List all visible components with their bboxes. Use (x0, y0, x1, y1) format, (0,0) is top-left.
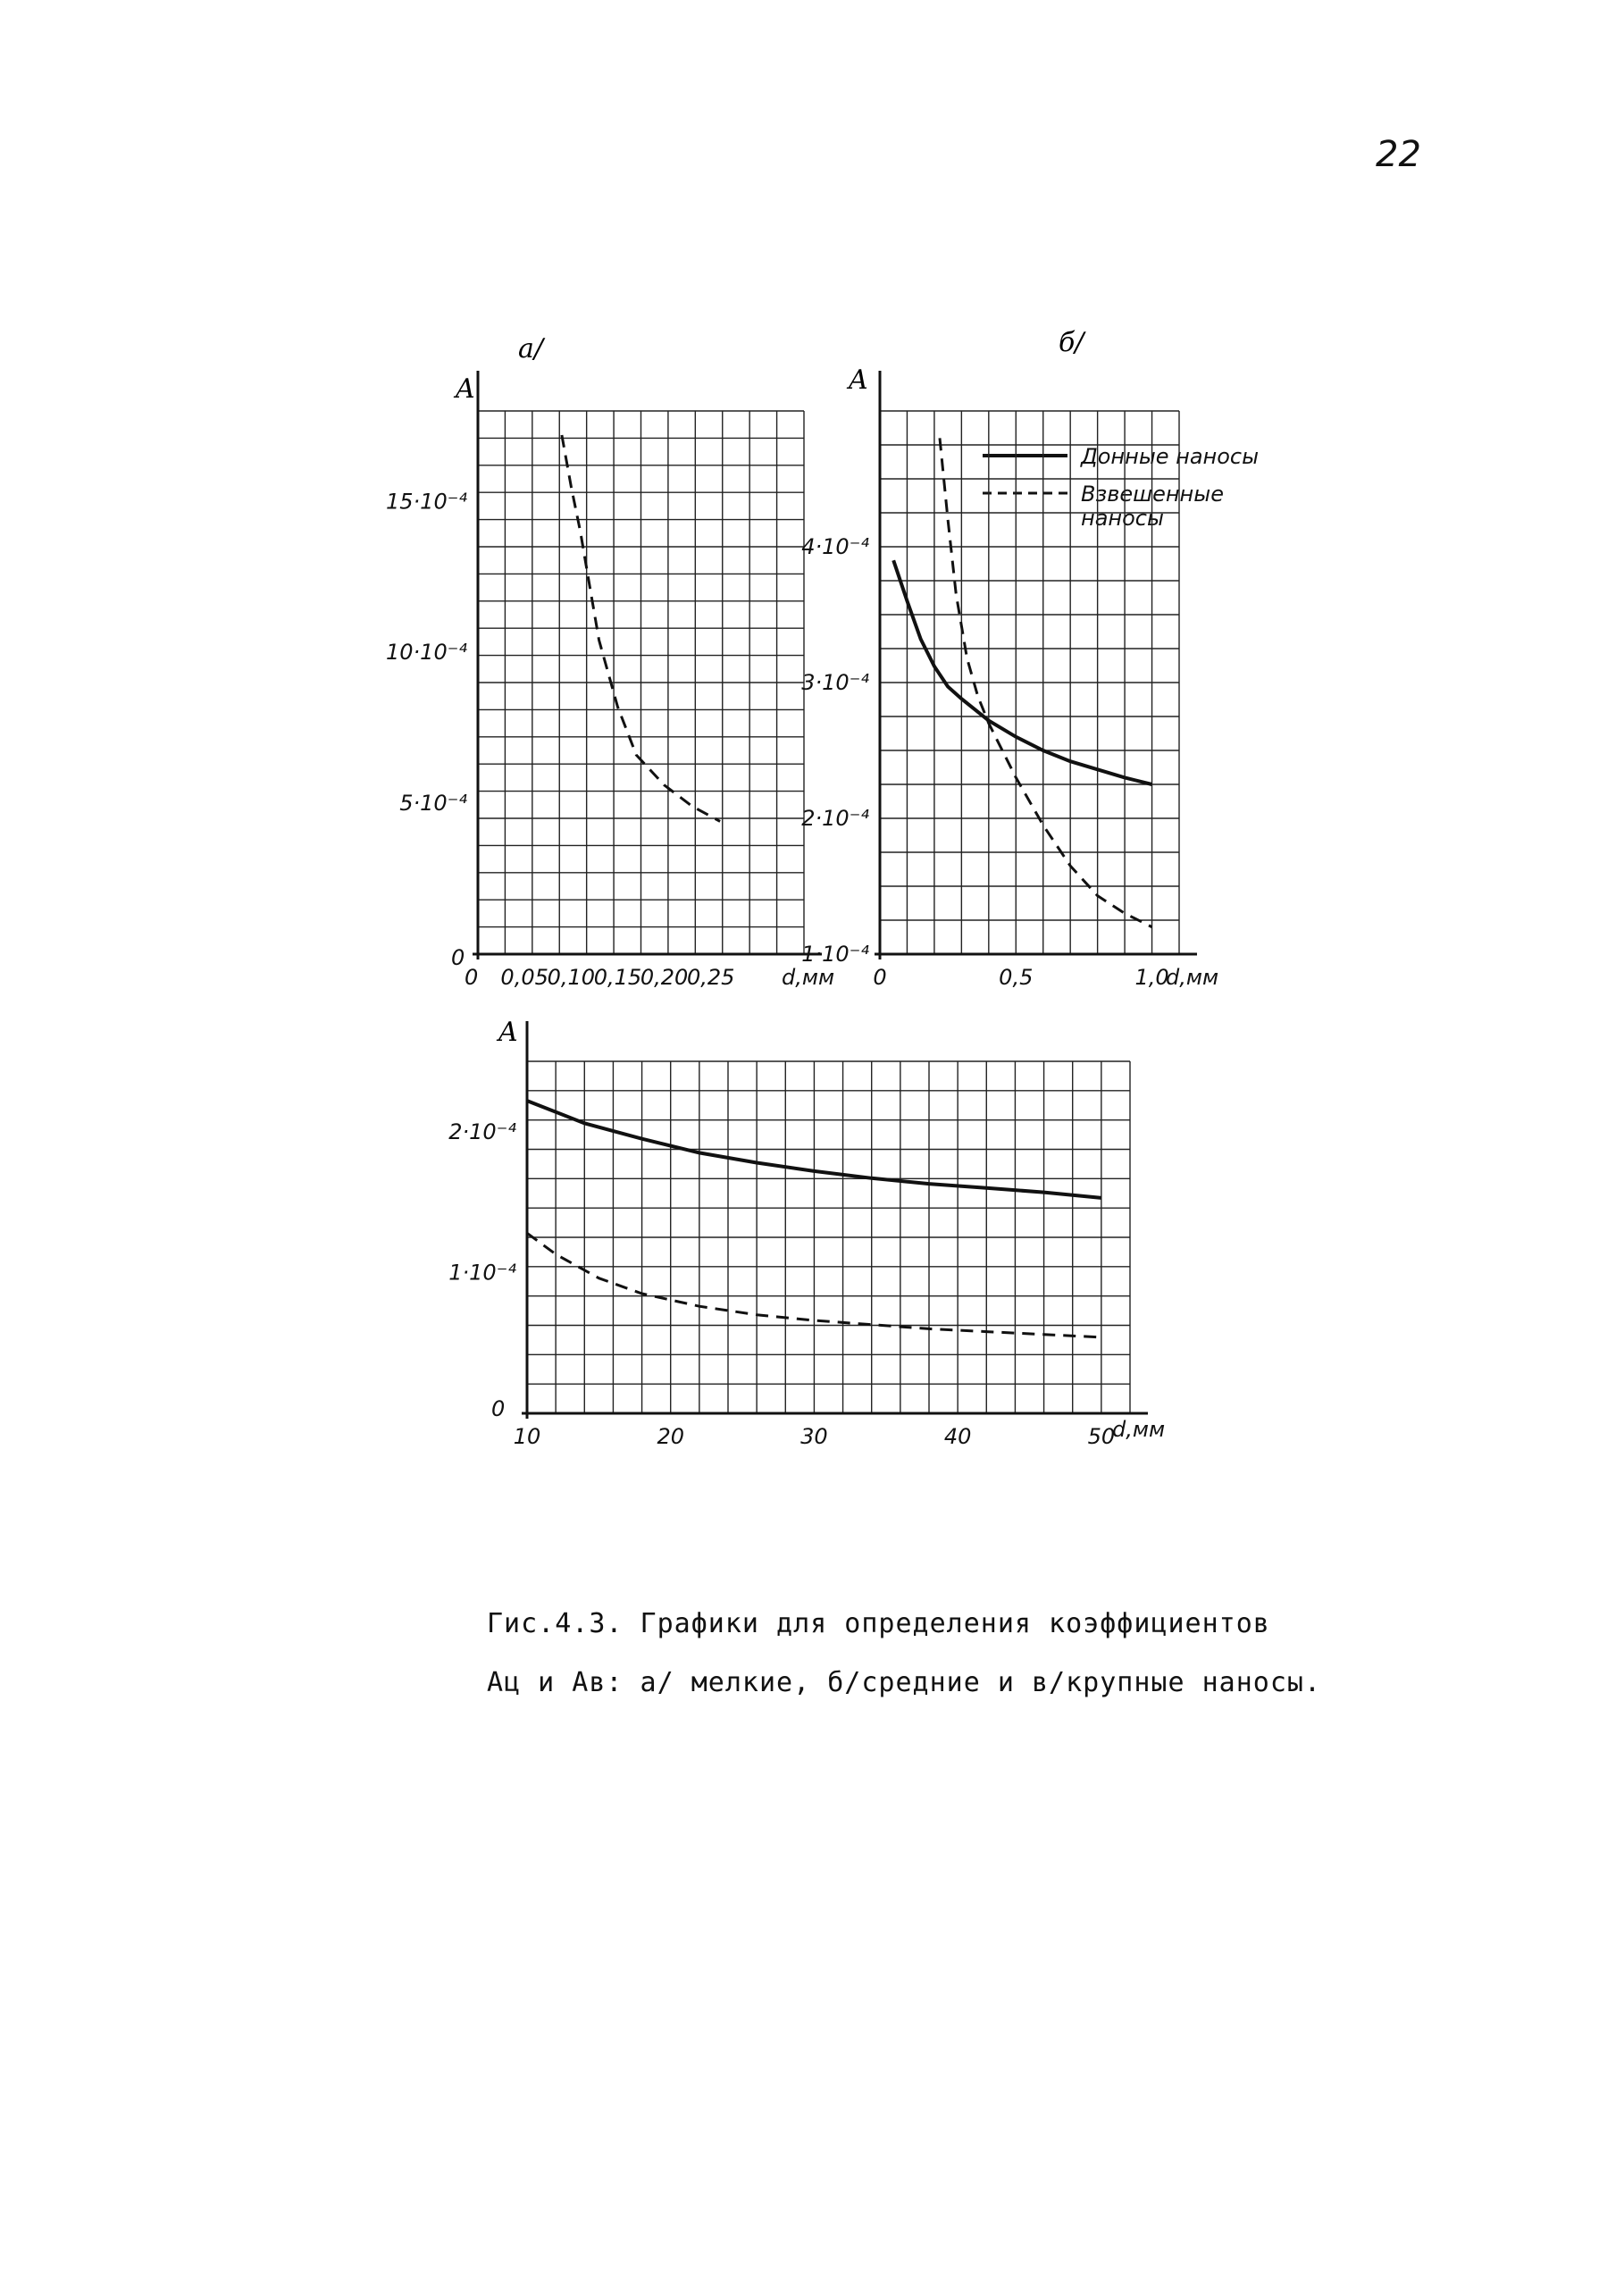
page-number: 22 (1376, 134, 1421, 175)
x-tick-label: 0,10 (547, 965, 596, 990)
x-origin-label-a: 0 (465, 965, 479, 990)
x-tick-label: 0,05 (500, 965, 548, 990)
y-tick-label: 4·10⁻⁴ (801, 534, 869, 559)
y-axis-label-a: A (456, 373, 475, 405)
y-tick-label: 1·10⁻⁴ (448, 1260, 516, 1286)
y-axis-label-b: A (849, 364, 868, 396)
x-tick-label: 0,25 (686, 965, 735, 990)
x-tick-label: 0,15 (593, 965, 642, 990)
legend-label-bedload: Донные наносы (1081, 444, 1260, 469)
y-tick-label: 10·10⁻⁴ (386, 640, 467, 666)
y-tick-label: 1·10⁻⁴ (801, 942, 869, 967)
figure-caption (487, 1595, 1514, 1713)
y-origin-label-a: 0 (451, 945, 465, 970)
x-tick-label: 1,0 (1134, 965, 1169, 990)
x-tick-label: 0,5 (999, 965, 1034, 990)
x-tick-label: 30 (800, 1424, 828, 1449)
y-origin-label-c: 0 (491, 1396, 506, 1421)
y-tick-label: 3·10⁻⁴ (801, 670, 869, 695)
x-tick-label: 20 (657, 1424, 684, 1449)
x-tick-label: 0,20 (640, 965, 689, 990)
x-tick-label: 50 (1087, 1424, 1116, 1449)
legend-label-suspended-line1: Взвешенные (1081, 482, 1224, 507)
panel-label-b: б/ (1059, 327, 1084, 358)
grid-c (527, 1061, 1130, 1413)
x-axis-label-b: d,мм (1166, 965, 1219, 990)
y-axis-label-c: A (498, 1017, 518, 1048)
x-tick-label: 10 (513, 1424, 541, 1449)
x-tick-label: 0 (873, 965, 887, 990)
panel-label-a: а/ (518, 333, 543, 364)
caption-line-1: Гис.4.3. Графики для определения коэффициентов (487, 1608, 1270, 1639)
x-axis-label-c: d,мм (1112, 1417, 1166, 1442)
x-axis-label-a: d,мм (782, 965, 835, 990)
y-tick-label: 2·10⁻⁴ (801, 806, 869, 831)
y-tick-label: 5·10⁻⁴ (399, 791, 467, 817)
caption-line-2: Aц и Aв: а/ мелкие, б/средние и в/крупные наносы. (487, 1667, 1322, 1698)
y-tick-label: 2·10⁻⁴ (448, 1119, 516, 1144)
y-tick-label: 15·10⁻⁴ (386, 489, 467, 515)
legend-label-suspended-line2: наносы (1081, 506, 1164, 531)
x-tick-label: 40 (943, 1424, 972, 1449)
